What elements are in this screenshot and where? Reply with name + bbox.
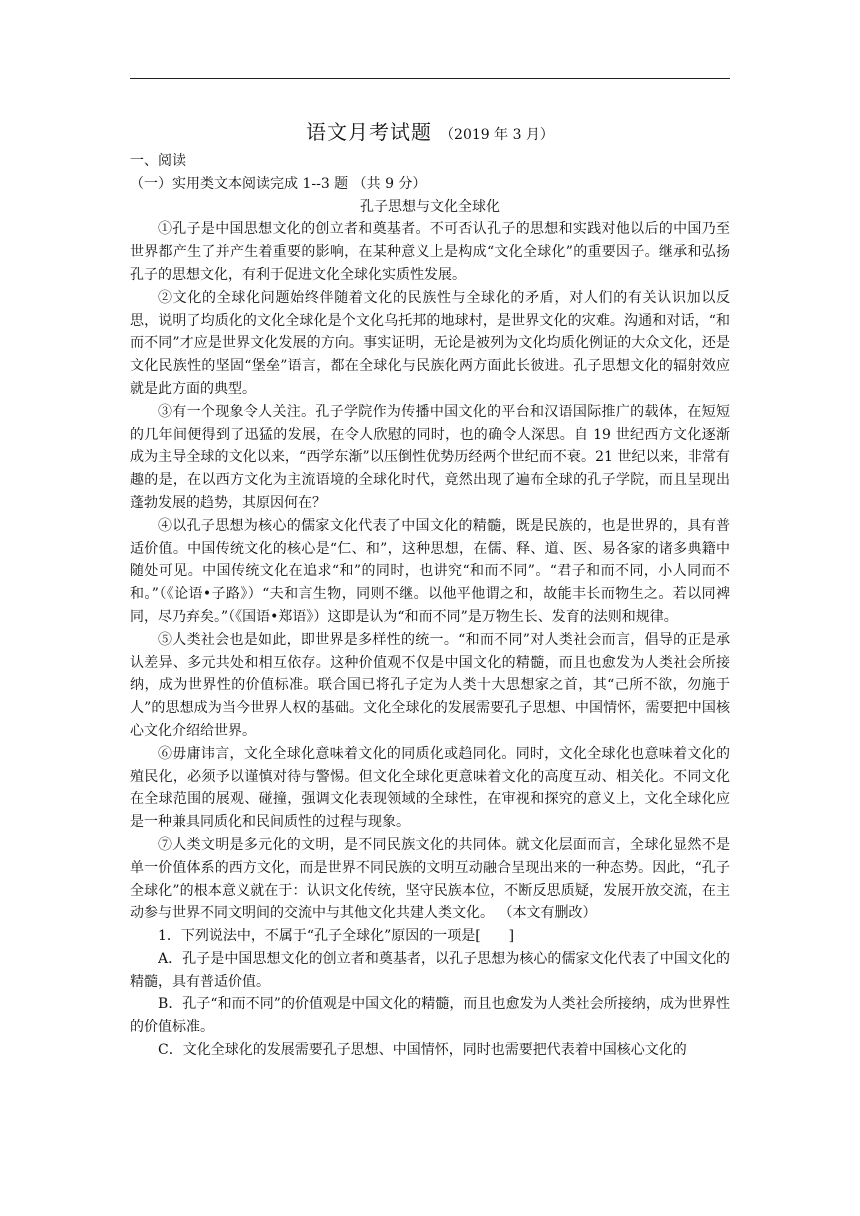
section-subheading: （一）实用类文本阅读完成 1--3 题 （共 9 分） <box>130 175 427 192</box>
document-body <box>130 150 730 1062</box>
header-rule <box>130 78 730 79</box>
page-title <box>0 116 860 145</box>
paragraph-5: ⑤人类社会也是如此，即世界是多样性的统一。“和而不同”对人类社会而言，倡导的正是承认差异、多元共处和相互依存。这种价值观不仅是中国文化的精髓，而且也愈发为人类社会所接纳，成为世界性的价值标准。联合国已将孔子定为人类十大思想家之首，其“己所不欲，勿施于人”的思想成为当今世界人权的基础。文化全球化的发展需要孔子思想、中国情怀，需要把中国核心文化介绍给世界。 <box>130 631 730 739</box>
question-option-a: A．孔子是中国思想文化的创立者和奠基者，以孔子思想为核心的儒家文化代表了中国文化的精髓，具有普适价值。 <box>130 950 730 990</box>
paragraph-3: ③有一个现象令人关注。孔子学院作为传播中国文化的平台和汉语国际推广的载体，在短短的几年间便得到了迅猛的发展，在令人欣慰的同时，也的确令人深思。自 19 世纪西方文化逐渐成为主导全球的文化以来，“西学东渐”以压倒性优势历经两个世纪而不衰。21 世纪以来，非常有趣的是，在以西方文化为主流语境的全球化时代，竟然出现了遍布全球的孔子学院，而且呈现出蓬勃发展的趋势，其原因何在？ <box>130 403 730 511</box>
paragraph-6: ⑥毋庸讳言，文化全球化意味着文化的同质化或趋同化。同时，文化全球化也意味着文化的殖民化，必须予以谨慎对待与警惕。但文化全球化更意味着文化的高度互动、相关化。不同文化在全球范围的展观、碰撞，强调文化表现领域的全球性，在审视和探究的意义上，文化全球化应是一种兼具同质化和民间质性的过程与现象。 <box>130 745 730 831</box>
paragraph-2: ②文化的全球化问题始终伴随着文化的民族性与全球化的矛盾，对人们的有关认识加以反思，说明了均质化的文化全球化是个文化乌托邦的地球村，是世界文化的灾难。沟通和对话，“和而不同”才应是世界文化发展的方向。事实证明，无论是被列为文化均质化例证的大众文化，还是文化民族性的坚固“堡垒”语言，都在全球化与民族化两方面此长彼进。孔子思想文化的辐射效应就是此方面的典型。 <box>130 289 730 397</box>
question-option-c: C．文化全球化的发展需要孔子思想、中国情怀，同时也需要把代表着中国核心文化的 <box>158 1042 687 1059</box>
question-stem: 1．下列说法中，不属于“孔子全球化”原因的一项是[ ] <box>158 928 515 945</box>
section-heading: 一、阅读 <box>130 153 186 169</box>
question-option-b: B．孔子“和而不同”的价值观是中国文化的精髓，而且也愈发为人类社会所接纳，成为世界性的价值标准。 <box>130 996 730 1036</box>
exam-title: 语文月考试题 <box>306 120 433 144</box>
paragraph-4: ④以孔子思想为核心的儒家文化代表了中国文化的精髓，既是民族的，也是世界的，具有普适价值。中国传统文化的核心是“仁、和”，这种思想，在儒、释、道、医、易各家的诸多典籍中随处可见。中国传统文化在追求“和”的同时，也讲究“和而不同”。“君子和而不同，小人同而不和。”（《论语•子路》）“夫和言生物，同则不继。以他平他谓之和，故能丰长而物生之。若以同裨同，尽乃弃矣。”（《国语•郑语》）这即是认为“和而不同”是万物生长、发育的法则和规律。 <box>130 517 730 625</box>
paragraph-1: ①孔子是中国思想文化的创立者和奠基者。不可否认孔子的思想和实践对他以后的中国乃至世界都产生了并产生着重要的影响，在某种意义上是构成“文化全球化”的重要因子。继承和弘扬孔子的思想文化，有利于促进文化全球化实质性发展。 <box>130 221 730 283</box>
paragraph-7: ⑦人类文明是多元化的文明，是不同民族文化的共同体。就文化层面而言，全球化显然不是单一价值体系的西方文化，而是世界不同民族的文明互动融合呈现出来的一种态势。因此，“孔子全球化”的根本意义就在于：认识文化传统，坚守民族本位，不断反思质疑，发展开放交流，在主动参与世界不同文明间的交流中与其他文化共建人类文化。 （本文有删改） <box>130 836 730 922</box>
article-title: 孔子思想与文化全球化 <box>360 198 500 215</box>
exam-date: （2019 年 3 月） <box>440 127 554 143</box>
